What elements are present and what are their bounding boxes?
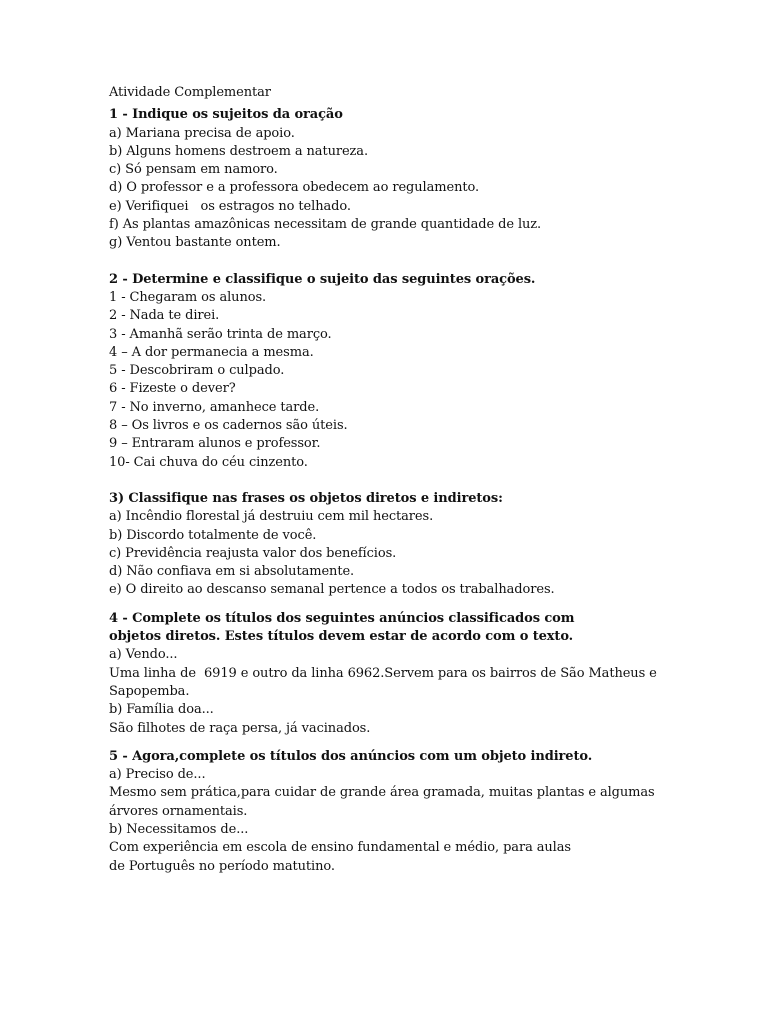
section-2-item-7: 7 - No inverno, amanhece tarde.: [109, 399, 320, 415]
section-1: [109, 106, 729, 252]
section-4-ad-a-text: Uma linha de 6919 e outro da linha 6962.Servem para os bairros de São Matheus e Sapopemba.: [109, 665, 661, 699]
section-3-heading: 3) Classifique nas frases os objetos diretos e indiretos:: [109, 490, 503, 506]
section-2-item-4: 4 – A dor permanecia a mesma.: [109, 344, 314, 360]
section-1-item-e: e) Verifiquei os estragos no telhado.: [109, 198, 351, 214]
document-title: Atividade Complementar: [109, 85, 271, 100]
section-3: [109, 490, 729, 600]
section-5-ad-b-text: Com experiência em escola de ensino fundamental e médio, para aulas de Português no período matutino.: [109, 840, 571, 874]
section-4: [109, 610, 729, 738]
section-1-heading: 1 - Indique os sujeitos da oração: [109, 107, 343, 123]
section-2-item-6: 6 - Fizeste o dever?: [109, 381, 236, 397]
section-5-item-a: a) Preciso de...: [109, 767, 206, 783]
section-1-item-d: d) O professor e a professora obedecem ao regulamento.: [109, 180, 480, 196]
section-2-item-2: 2 - Nada te direi.: [109, 308, 220, 324]
section-4-item-b: b) Família doa...: [109, 702, 214, 718]
section-1-item-a: a) Mariana precisa de apoio.: [109, 125, 295, 141]
section-2-item-9: 9 – Entraram alunos e professor.: [109, 436, 321, 452]
section-5: [109, 748, 729, 876]
section-1-item-f: f) As plantas amazônicas necessitam de grande quantidade de luz.: [109, 217, 542, 233]
section-3-item-e: e) O direito ao descanso semanal pertence a todos os trabalhadores.: [109, 582, 555, 598]
section-5-item-b: b) Necessitamos de...: [109, 821, 249, 837]
section-2-item-1: 1 - Chegaram os alunos.: [109, 289, 267, 305]
section-1-item-b: b) Alguns homens destroem a natureza.: [109, 143, 368, 159]
section-4-heading: 4 - Complete os títulos dos seguintes anúncios classificados com objetos diretos. Estes títulos devem estar de acordo com o texto.: [109, 610, 575, 645]
section-4-item-a: a) Vendo...: [109, 647, 178, 663]
section-2-item-8: 8 – Os livros e os cadernos são úteis.: [109, 418, 348, 434]
section-3-item-a: a) Incêndio florestal já destruiu cem mil hectares.: [109, 509, 434, 525]
section-4-ad-b-text: São filhotes de raça persa, já vacinados.: [109, 720, 371, 736]
section-5-heading: 5 - Agora,complete os títulos dos anúncios com um objeto indireto.: [109, 748, 593, 764]
section-3-item-b: b) Discordo totalmente de você.: [109, 527, 317, 543]
section-2: [109, 271, 729, 472]
section-1-item-g: g) Ventou bastante ontem.: [109, 235, 281, 251]
section-1-item-c: c) Só pensam em namoro.: [109, 162, 278, 178]
document-page: [109, 84, 729, 876]
section-2-heading: 2 - Determine e classifique o sujeito das seguintes orações.: [109, 271, 536, 287]
section-2-item-5: 5 - Descobriram o culpado.: [109, 363, 285, 379]
section-3-item-d: d) Não confiava em si absolutamente.: [109, 564, 355, 580]
section-2-item-10: 10- Cai chuva do céu cinzento.: [109, 454, 308, 470]
section-3-item-c: c) Previdência reajusta valor dos benefícios.: [109, 545, 397, 561]
section-2-item-3: 3 - Amanhã serão trinta de março.: [109, 326, 332, 342]
section-5-ad-a-text: Mesmo sem prática,para cuidar de grande área gramada, muitas plantas e algumas árvores ornamentais.: [109, 785, 655, 819]
